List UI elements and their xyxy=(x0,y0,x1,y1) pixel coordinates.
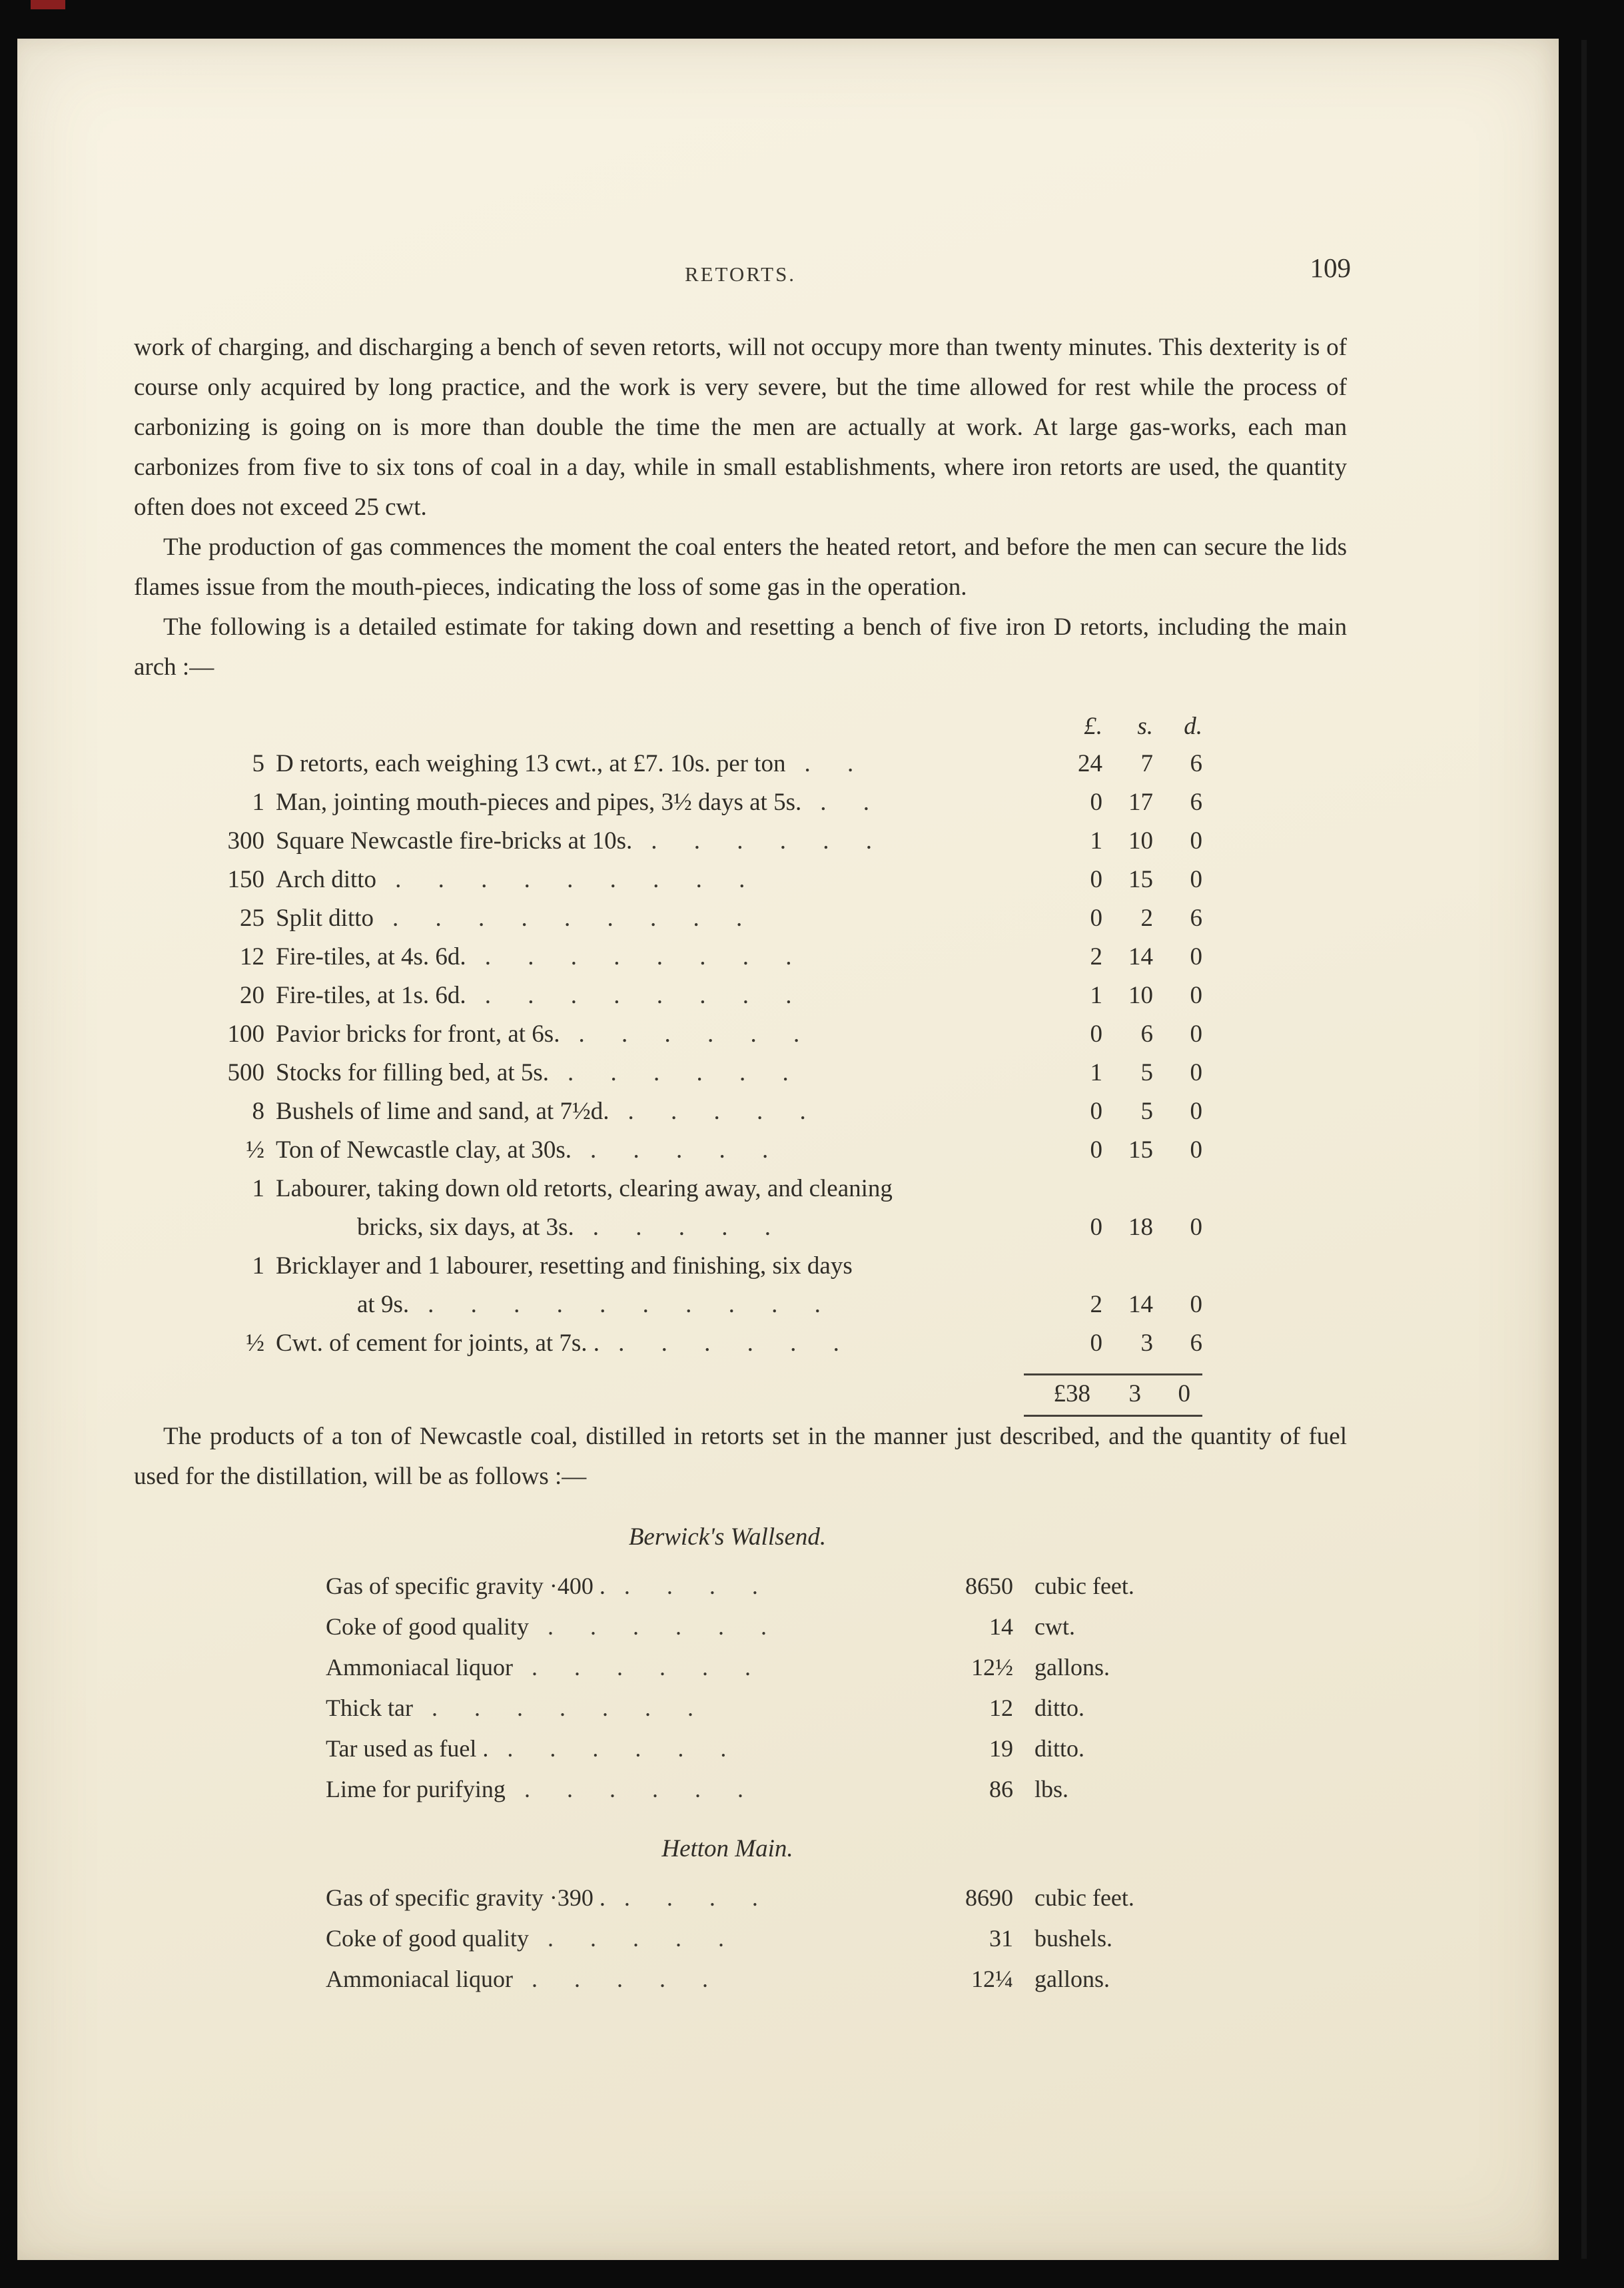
amount-pounds: 2 xyxy=(1090,943,1102,970)
product-row xyxy=(326,1959,1209,2000)
estimate-quantity: 300 xyxy=(227,827,264,855)
amount-columns xyxy=(1036,976,1202,1015)
paragraph-estimate-intro: The following is a detailed estimate for taking down and resetting a bench of five iron D retorts, including the main arch :— xyxy=(134,613,1347,681)
amount-pence: 0 xyxy=(1190,1291,1202,1318)
product-row xyxy=(326,1688,1209,1728)
amount-shillings: 15 xyxy=(1128,1136,1153,1164)
product-label: Coke of good quality xyxy=(326,1613,529,1640)
estimate-quantity: 5 xyxy=(252,750,264,777)
product-unit: gallons. xyxy=(1034,1966,1110,1992)
estimate-description: Arch ditto . . . . . . . . . xyxy=(276,866,745,893)
estimate-row xyxy=(134,861,1202,899)
estimate-description: Man, jointing mouth-pieces and pipes, 3½ days at 5s. . . xyxy=(276,789,869,816)
amount-pence: 6 xyxy=(1190,1330,1202,1357)
estimate-description: Labourer, taking down old retorts, clearing away, and cleaning xyxy=(276,1175,893,1202)
coal-section-heading: Hetton Main. xyxy=(661,1835,793,1862)
estimate-quantity: 20 xyxy=(240,982,264,1009)
amount-shillings: 2 xyxy=(1140,905,1153,932)
product-label: Ammoniacal liquor xyxy=(326,1966,513,1992)
page-content xyxy=(134,252,1351,2000)
estimate-row xyxy=(134,899,1202,938)
amount-shillings: 17 xyxy=(1128,789,1153,816)
estimate-row xyxy=(134,976,1202,1015)
product-value: 8690 xyxy=(965,1884,1013,1911)
amount-shillings: 10 xyxy=(1128,982,1153,1009)
amount-shillings: 3 xyxy=(1140,1330,1153,1357)
product-value: 12¼ xyxy=(971,1966,1013,1992)
estimate-description: Fire-tiles, at 4s. 6d. . . . . . . . . xyxy=(276,943,792,970)
page-number: 109 xyxy=(1310,252,1351,283)
product-value: 19 xyxy=(989,1735,1013,1762)
estimate-quantity: ½ xyxy=(246,1136,264,1164)
total-pounds: £38 xyxy=(1053,1380,1090,1407)
estimate-quantity xyxy=(134,1208,264,1247)
product-row xyxy=(326,1878,1209,1918)
dot-leader: . . . . . . xyxy=(547,1613,767,1640)
dot-leader: . . . . . xyxy=(592,1214,771,1241)
amount-shillings: 15 xyxy=(1128,866,1153,893)
estimate-quantity: 25 xyxy=(240,905,264,932)
product-row xyxy=(326,1607,1209,1647)
amount-pence: 0 xyxy=(1190,1020,1202,1048)
dot-leader: . . . . . . . . xyxy=(484,982,792,1009)
estimate-quantity xyxy=(134,1286,264,1324)
amount-pounds: 1 xyxy=(1090,982,1102,1009)
product-row xyxy=(326,1728,1209,1769)
dot-leader: . . . . . . xyxy=(651,827,873,855)
dot-leader: . . . . . . xyxy=(618,1330,839,1357)
estimate-description: Split ditto . . . . . . . . . xyxy=(276,905,743,932)
estimate-total xyxy=(1024,1373,1202,1417)
dot-leader: . . . . . . . xyxy=(431,1695,693,1721)
amount-shillings: 14 xyxy=(1128,1291,1153,1318)
page-header xyxy=(134,252,1351,293)
product-label: Gas of specific gravity ·400 . xyxy=(326,1573,606,1599)
paragraph-products-intro: The products of a ton of Newcastle coal, distilled in retorts set in the manner just described, and the quantity of fuel used for the distillation, will be as follows :— xyxy=(134,1423,1347,1490)
product-label: Thick tar xyxy=(326,1695,413,1721)
dot-leader: . . . . xyxy=(623,1573,758,1599)
amount-pence: 0 xyxy=(1190,982,1202,1009)
amount-pounds: 24 xyxy=(1078,750,1102,777)
estimate-row xyxy=(134,1092,1202,1131)
shillings-column-header: s. xyxy=(1137,713,1153,740)
dot-leader: . . . . . xyxy=(531,1966,708,1992)
dot-leader: . . . . . . . . . xyxy=(395,866,745,893)
total-pence: 0 xyxy=(1178,1380,1190,1407)
amount-columns xyxy=(1036,783,1202,822)
estimate-description-continuation: at 9s. . . . . . . . . . . xyxy=(357,1291,821,1318)
dot-leader: . . . . . . . . . xyxy=(392,905,743,932)
product-label: Coke of good quality xyxy=(326,1925,529,1952)
estimate-row xyxy=(134,745,1202,783)
currency-header xyxy=(134,709,1202,745)
estimate-quantity: 150 xyxy=(227,866,264,893)
amount-pence: 0 xyxy=(1190,827,1202,855)
amount-pounds: 0 xyxy=(1090,905,1102,932)
amount-columns xyxy=(1036,822,1202,861)
pence-column-header: d. xyxy=(1184,713,1202,740)
estimate-quantity: 1 xyxy=(252,1252,264,1280)
estimate-quantity: 100 xyxy=(227,1020,264,1048)
amount-pounds: 0 xyxy=(1090,1020,1102,1048)
estimate-row xyxy=(134,1170,1202,1208)
product-unit: cubic feet. xyxy=(1034,1884,1134,1911)
product-value: 31 xyxy=(989,1925,1013,1952)
amount-columns xyxy=(1036,1092,1202,1131)
estimate-row-continuation xyxy=(134,1208,1202,1247)
product-row xyxy=(326,1769,1209,1810)
amount-columns xyxy=(1036,899,1202,938)
amount-pence: 0 xyxy=(1190,1059,1202,1086)
amount-pounds: 0 xyxy=(1090,866,1102,893)
product-label: Ammoniacal liquor xyxy=(326,1654,513,1681)
amount-columns xyxy=(1036,861,1202,899)
estimate-description: Pavior bricks for front, at 6s. . . . . . . xyxy=(276,1020,800,1048)
dot-leader: . . . . . . . . . . xyxy=(428,1291,821,1318)
estimate-row xyxy=(134,822,1202,861)
dot-leader: . . . . . xyxy=(590,1136,769,1164)
amount-pounds: 0 xyxy=(1090,1214,1102,1241)
book-page xyxy=(17,39,1559,2260)
amount-pounds: 0 xyxy=(1090,1098,1102,1125)
currency-header-spacer xyxy=(134,709,1036,745)
amount-columns xyxy=(1036,745,1202,783)
product-row xyxy=(326,1566,1209,1607)
amount-pounds: 0 xyxy=(1090,789,1102,816)
amount-columns xyxy=(1036,938,1202,976)
amount-columns xyxy=(1036,1208,1202,1247)
product-unit: cubic feet. xyxy=(1034,1573,1134,1599)
estimate-total-columns xyxy=(1024,1379,1190,1408)
amount-columns xyxy=(1036,1015,1202,1054)
product-unit: ditto. xyxy=(1034,1695,1085,1721)
pounds-column-header: £. xyxy=(1084,713,1102,740)
dot-leader: . . . . . xyxy=(547,1925,724,1952)
amount-pence: 6 xyxy=(1190,789,1202,816)
amount-pence: 0 xyxy=(1190,943,1202,970)
product-value: 14 xyxy=(989,1613,1013,1640)
estimate-quantity: 500 xyxy=(227,1059,264,1086)
estimate-description: Bushels of lime and sand, at 7½d. . . . . . xyxy=(276,1098,806,1125)
running-title: RETORTS. xyxy=(684,262,797,286)
estimate-quantity: 8 xyxy=(252,1098,264,1125)
scan-artifact-red xyxy=(31,0,65,9)
paragraph-production-of-gas: The production of gas commences the moment the coal enters the heated retort, and before the men can secure the lids flames issue from the mouth-pieces, indicating the loss of some gas in the operation. xyxy=(134,534,1347,601)
dot-leader: . . . . . . xyxy=(507,1735,727,1762)
product-value: 86 xyxy=(989,1776,1013,1802)
coal-section-heading: Berwick's Wallsend. xyxy=(628,1523,827,1551)
amount-pence: 6 xyxy=(1190,905,1202,932)
amount-columns xyxy=(1036,1131,1202,1170)
amount-columns xyxy=(1036,1324,1202,1363)
dot-leader: . . . . xyxy=(623,1884,758,1911)
estimate-table xyxy=(134,709,1202,1417)
amount-pence: 0 xyxy=(1190,1136,1202,1164)
amount-shillings: 6 xyxy=(1140,1020,1153,1048)
product-row xyxy=(326,1647,1209,1688)
estimate-row xyxy=(134,938,1202,976)
amount-shillings: 14 xyxy=(1128,943,1153,970)
amount-columns xyxy=(1036,1054,1202,1092)
estimate-quantity: 1 xyxy=(252,789,264,816)
dot-leader: . . . . . . xyxy=(578,1020,800,1048)
amount-shillings: 18 xyxy=(1128,1214,1153,1241)
product-label: Lime for purifying xyxy=(326,1776,506,1802)
estimate-row xyxy=(134,1247,1202,1286)
product-value: 12 xyxy=(989,1695,1013,1721)
dot-leader: . . xyxy=(820,789,869,816)
dot-leader: . . . . . xyxy=(627,1098,806,1125)
product-value: 8650 xyxy=(965,1573,1013,1599)
product-unit: bushels. xyxy=(1034,1925,1112,1952)
amount-pounds: 0 xyxy=(1090,1136,1102,1164)
amount-pence: 6 xyxy=(1190,750,1202,777)
total-shillings: 3 xyxy=(1128,1380,1141,1407)
amount-pence: 0 xyxy=(1190,1098,1202,1125)
product-unit: cwt. xyxy=(1034,1613,1075,1640)
estimate-description: Square Newcastle fire-bricks at 10s. . . . . . . xyxy=(276,827,873,855)
estimate-description-continuation: bricks, six days, at 3s. . . . . . xyxy=(357,1214,771,1241)
amount-pounds: 2 xyxy=(1090,1291,1102,1318)
estimate-description: Stocks for filling bed, at 5s. . . . . . . xyxy=(276,1059,789,1086)
estimate-row xyxy=(134,783,1202,822)
product-label: Gas of specific gravity ·390 . xyxy=(326,1884,606,1911)
dot-leader: . . . . . . . . xyxy=(484,943,792,970)
product-row xyxy=(326,1918,1209,1959)
amount-shillings: 5 xyxy=(1140,1098,1153,1125)
dot-leader: . . . . . . xyxy=(524,1776,743,1802)
amount-shillings: 7 xyxy=(1140,750,1153,777)
amount-pounds: 0 xyxy=(1090,1330,1102,1357)
amount-pounds: 1 xyxy=(1090,1059,1102,1086)
amount-shillings: 5 xyxy=(1140,1059,1153,1086)
product-label: Tar used as fuel . xyxy=(326,1735,489,1762)
estimate-description: Cwt. of cement for joints, at 7s. . . . . . . . xyxy=(276,1330,839,1357)
estimate-rows xyxy=(134,745,1202,1363)
dot-leader: . . xyxy=(804,750,854,777)
product-value: 12½ xyxy=(971,1654,1013,1681)
amount-pence: 0 xyxy=(1190,866,1202,893)
estimate-quantity: 1 xyxy=(252,1175,264,1202)
estimate-row xyxy=(134,1131,1202,1170)
estimate-description: Ton of Newcastle clay, at 30s. . . . . . xyxy=(276,1136,769,1164)
amount-pence: 0 xyxy=(1190,1214,1202,1241)
amount-columns xyxy=(1036,1286,1202,1324)
products-lists xyxy=(326,1517,1209,2000)
estimate-description: Fire-tiles, at 1s. 6d. . . . . . . . . xyxy=(276,982,792,1009)
estimate-row xyxy=(134,1324,1202,1363)
product-unit: gallons. xyxy=(1034,1654,1110,1681)
estimate-row xyxy=(134,1015,1202,1054)
estimate-description: D retorts, each weighing 13 cwt., at £7. 10s. per ton . . xyxy=(276,750,854,777)
estimate-quantity: 12 xyxy=(240,943,264,970)
estimate-row-continuation xyxy=(134,1286,1202,1324)
paragraph-work-of-charging: work of charging, and discharging a bench of seven retorts, will not occupy more than twenty minutes. This dexterity is of course only acquired by long practice, and the work is very severe, but the time allowed for rest while the process of carbonizing is going on is more than double the time the men are actually at work. At large gas-works, each man carbonizes from five to six tons of coal in a day, while in small establishments, where iron retorts are used, the quantity often does not exceed 25 cwt. xyxy=(134,334,1347,521)
page-gutter-shadow xyxy=(1581,40,1587,2259)
estimate-description: Bricklayer and 1 labourer, resetting and finishing, six days xyxy=(276,1252,853,1280)
dot-leader: . . . . . . xyxy=(568,1059,789,1086)
estimate-quantity: ½ xyxy=(246,1330,264,1357)
dot-leader: . . . . . . xyxy=(531,1654,751,1681)
product-unit: lbs. xyxy=(1034,1776,1069,1802)
estimate-row xyxy=(134,1054,1202,1092)
currency-header-columns xyxy=(1036,709,1202,745)
product-unit: ditto. xyxy=(1034,1735,1085,1762)
amount-pounds: 1 xyxy=(1090,827,1102,855)
amount-shillings: 10 xyxy=(1128,827,1153,855)
